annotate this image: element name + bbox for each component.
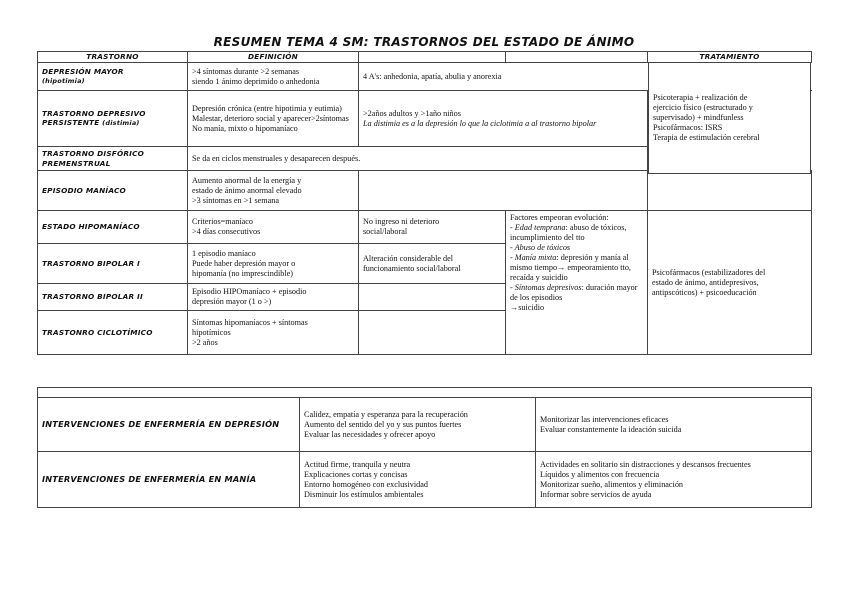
table-row — [38, 398, 812, 452]
table-header-row — [38, 52, 812, 63]
extra-maniaco — [359, 171, 648, 211]
definition-maniaco: Aumento anormal de la energía y estado de ánimo anormal elevado >3 síntomas en >1 semana — [188, 171, 359, 211]
extra-depresion: 4 A's: anhedonia, apatía, abulia y anorexia — [359, 63, 812, 91]
table-row — [38, 211, 812, 244]
intervention-mania-col1: Actitud firme, tranquila y neutra Explicaciones cortas y concisas Entorno homogéneo con exclusividad Disminuir los estímulos ambientales — [300, 452, 536, 508]
row-name-bipolar1: TRASTORNO BIPOLAR I — [38, 244, 188, 284]
table-row — [38, 171, 812, 211]
definition-bipolar1: 1 episodio maníaco Puede haber depresión mayor o hipomanía (no imprescindible) — [188, 244, 359, 284]
header-empty — [359, 52, 506, 63]
extra-ciclotimico — [359, 311, 506, 355]
row-name-bipolar2: TRASTORNO BIPOLAR II — [38, 284, 188, 311]
intervention-mania-col2: Actividades en solitario sin distracciones y descansos frecuentes Líquidos y alimentos con frecuencia Monitorizar sueño, alimentos y eliminación Informar sobre servicios de ayuda — [536, 452, 812, 508]
definition-ciclotimico: Síntomas hipomaníacos + síntomas hipotímicos >2 años — [188, 311, 359, 355]
tratamiento-bipolar: Psicofármacos (estabilizadores del estado de ánimo, antidepresivos, antipscóticos) + psicoeducación — [648, 211, 812, 355]
extra-hipomaniaco: No ingreso ni deterioro social/laboral — [359, 211, 506, 244]
intervention-label-depresion: INTERVENCIONES DE ENFERMERÍA EN DEPRESIÓN — [38, 398, 300, 452]
row-name-ciclotimico: TRASTONRO CICLOTÍMICO — [38, 311, 188, 355]
intervention-label-mania: INTERVENCIONES DE ENFERMERÍA EN MANÍA — [38, 452, 300, 508]
row-name-persistente: TRASTORNO DEPRESIVO PERSISTENTE (distimia) — [38, 91, 188, 147]
row-name-disforico: TRASTORNO DISFÓRICO PREMENSTRUAL — [38, 147, 188, 171]
extra-bipolar2 — [359, 284, 506, 311]
extra-persistente: >2años adultos y >1año niños La distimia es a la depresión lo que la ciclotimia a al trastorno bipolar — [359, 91, 648, 147]
spacer-row — [38, 388, 812, 398]
definition-depresion: >4 síntomas durante >2 semanas siendo 1 ánimo deprimido o anhedonia — [188, 63, 359, 91]
definition-persistente: Depresión crónica (entre hipotimia y eutimia) Malestar, deterioro social y aparecer>2síntomas No manía, mixto o hipomaníaco — [188, 91, 359, 147]
header-tratamiento: TRATAMIENTO — [648, 52, 812, 63]
page-title: RESUMEN TEMA 4 SM: TRASTORNOS DEL ESTADO DE ÁNIMO — [213, 35, 635, 49]
factores-evolucion: Factores empeoran evolución: - Edad temprana: abuso de tóxicos, incumplimiento del tto - Abuso de tóxicos - Manía mixta: depresión y manía al mismo tiempo→ empeoramiento tto, recaída y suicidio - Síntomas depresivos: duración mayor de los episodios →suicidio — [506, 211, 648, 355]
definition-disforico: Se da en ciclos menstruales y desaparecen después. — [188, 147, 648, 171]
intervention-depresion-col2: Monitorizar las intervenciones eficaces Evaluar constantemente la ideación suicida — [536, 398, 812, 452]
row-name-depresion: DEPRESIÓN MAYOR (hipotimia) — [38, 63, 188, 91]
definition-bipolar2: Episodio HIPOmaníaco + episodio depresión mayor (1 o >) — [188, 284, 359, 311]
interventions-table — [37, 387, 812, 508]
header-trastorno: TRASTORNO — [38, 52, 188, 63]
header-definicion: DEFINICIÓN — [188, 52, 359, 63]
tratamiento-depresivo: Psicoterapia + realización de ejercicio físico (estructurado y supervisado) + mindfunless Psicofármacos: ISRS Terapia de estimulación cerebral — [648, 62, 811, 174]
row-name-hipomaniaco: ESTADO HIPOMANÍACO — [38, 211, 188, 244]
row-name-maniaco: EPISODIO MANÍACO — [38, 171, 188, 211]
table-row — [38, 452, 812, 508]
intervention-depresion-col1: Calidez, empatía y esperanza para la recuperación Aumento del sentido del yo y sus puntos fuertes Evaluar las necesidades y ofrecer apoyo — [300, 398, 536, 452]
extra-bipolar1: Alteración considerable del funcionamiento social/laboral — [359, 244, 506, 284]
definition-hipomaniaco: Criterios=maníaco >4 días consecutivos — [188, 211, 359, 244]
header-empty-2 — [506, 52, 648, 63]
tratamiento-maniaco — [648, 171, 812, 211]
